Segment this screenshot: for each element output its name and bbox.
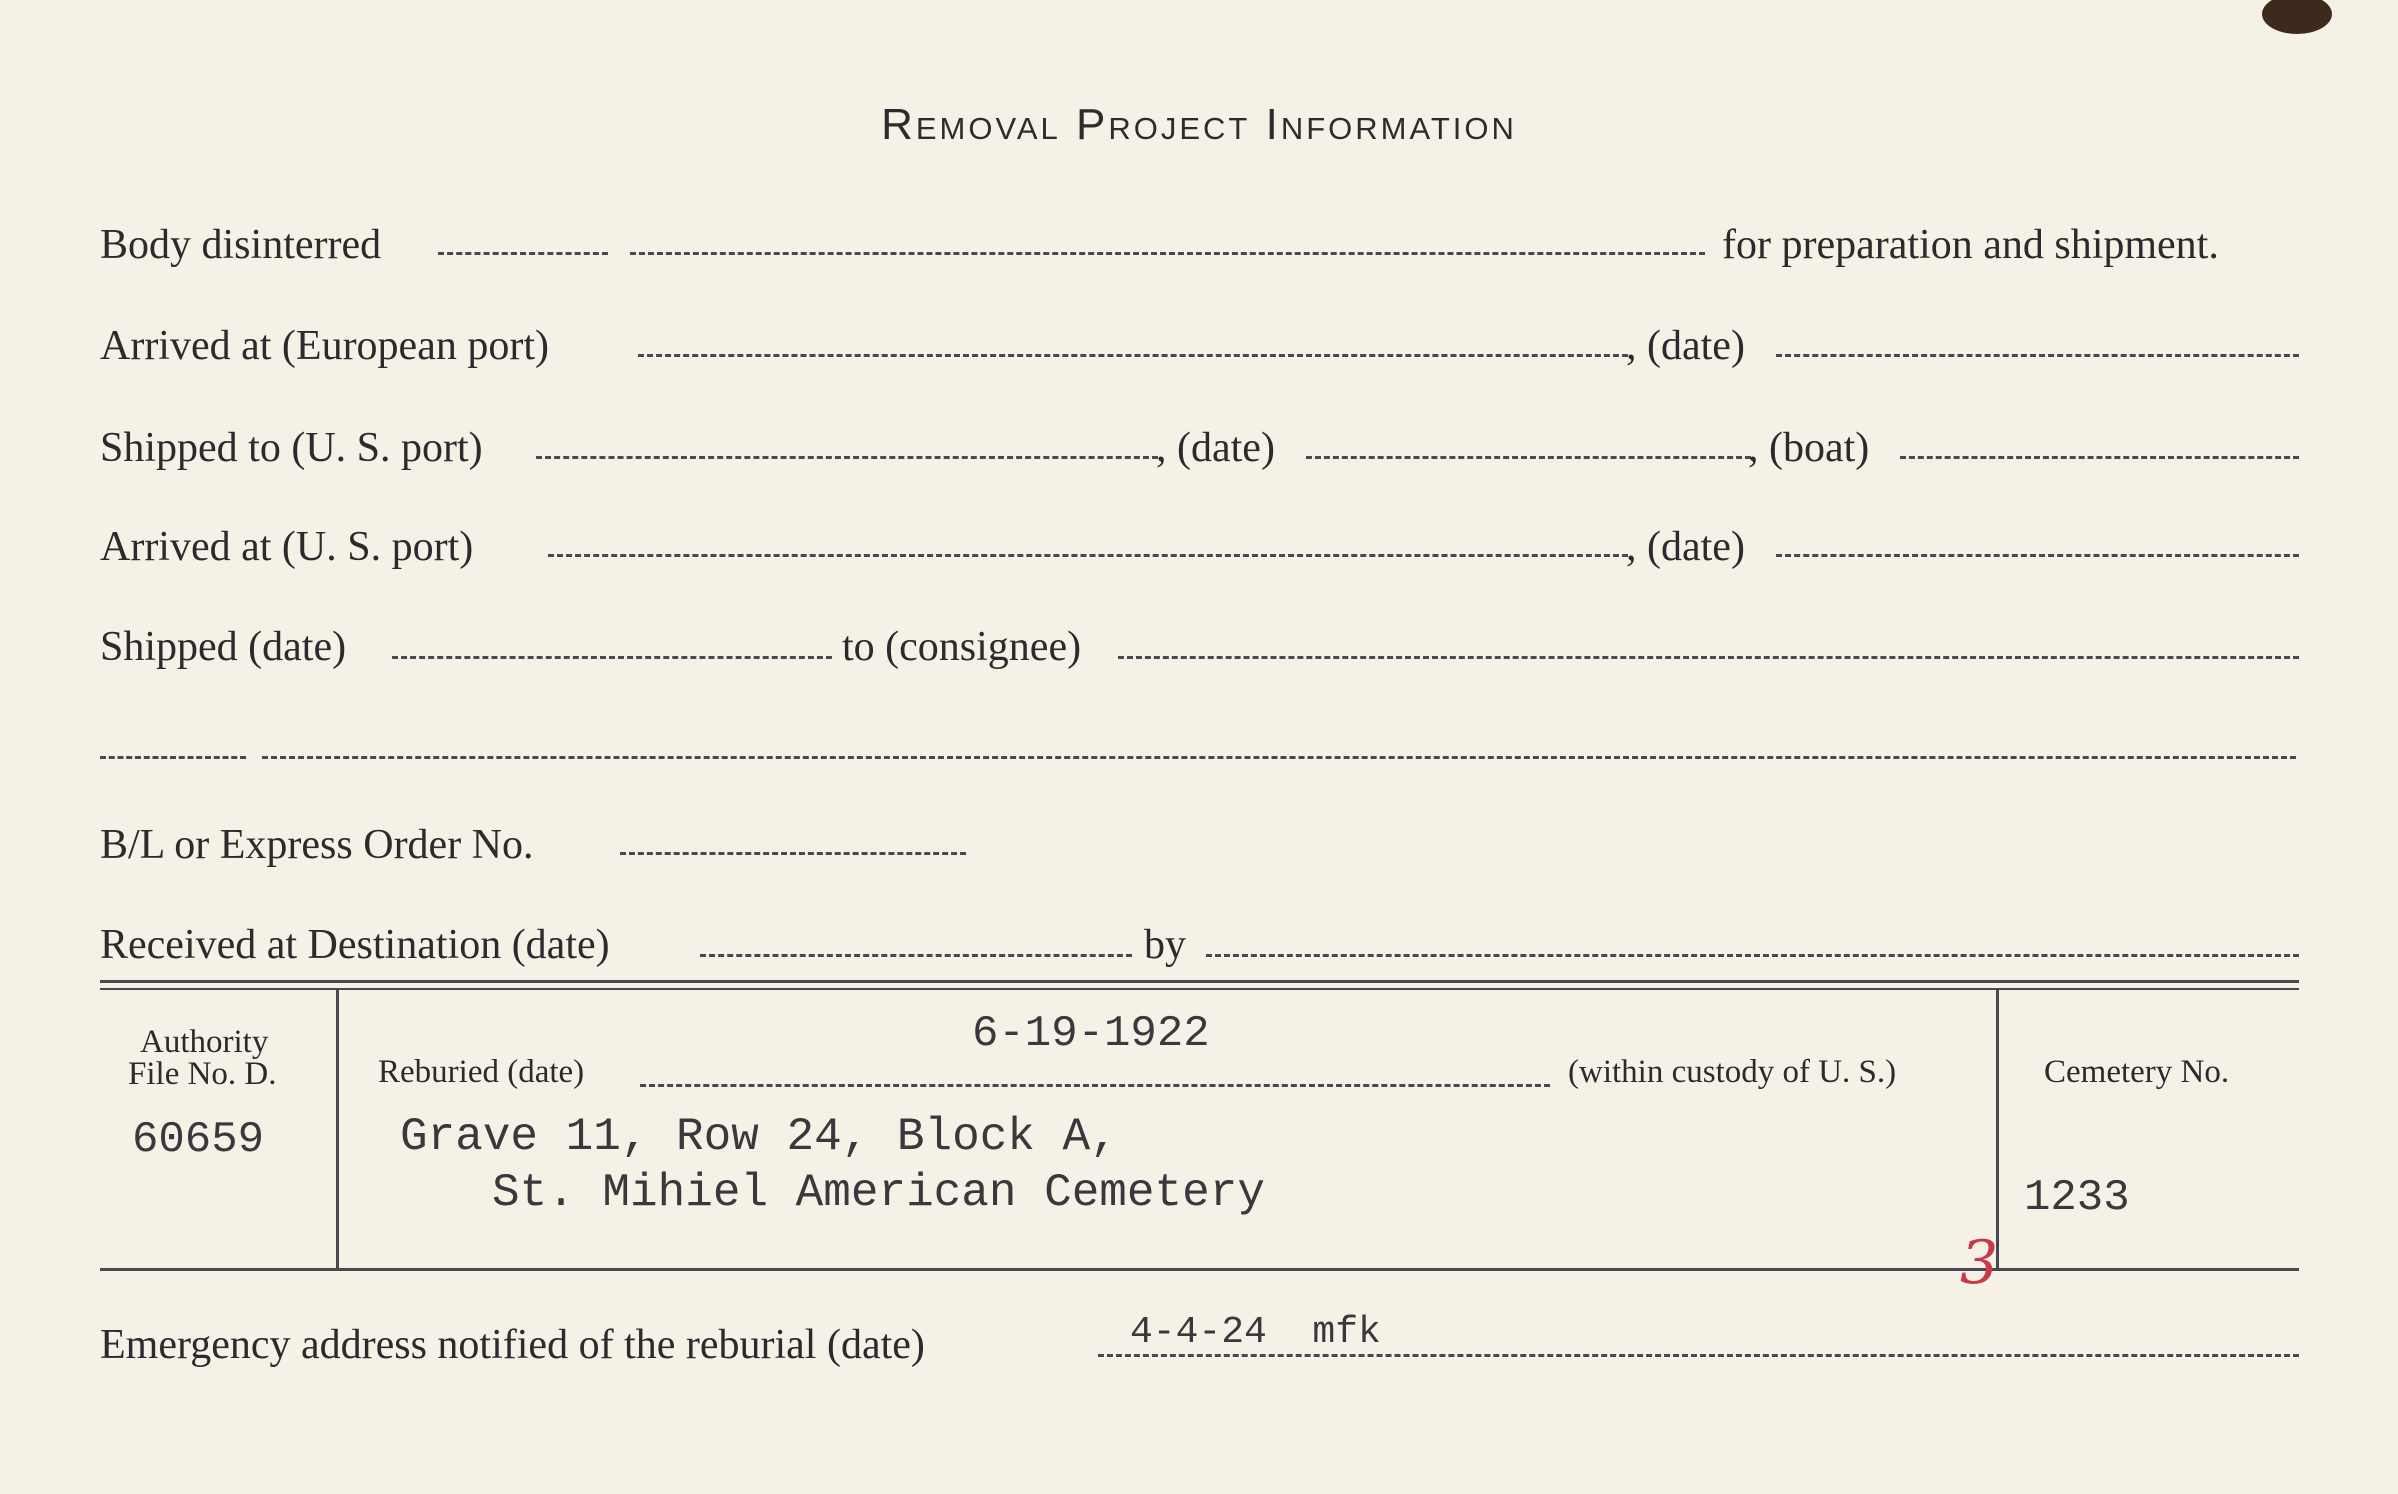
shipped-row-date-blank xyxy=(392,656,832,659)
us-arrival-date-blank xyxy=(1776,554,2299,557)
shipped-date-row-label: Shipped (date) xyxy=(100,624,347,670)
disinterred-blank-1 xyxy=(438,252,608,255)
ink-blot xyxy=(2262,0,2332,34)
us-port-blank xyxy=(536,456,1158,459)
shipped-date-blank xyxy=(1306,456,1751,459)
body-disinterred-label: Body disinterred xyxy=(100,222,382,268)
shipped-date-label: , (date) xyxy=(1156,425,1275,471)
received-label: Received at Destination (date) xyxy=(100,922,610,968)
for-preparation-label: for preparation and shipment. xyxy=(1722,222,2219,268)
boat-label: , (boat) xyxy=(1748,425,1870,471)
grave-location-line-2: St. Mihiel American Cemetery xyxy=(492,1167,1265,1219)
bl-order-label: B/L or Express Order No. xyxy=(100,822,534,868)
grave-location-line-1: Grave 11, Row 24, Block A, xyxy=(400,1111,1118,1163)
authority-label: Authority xyxy=(140,1024,269,1060)
reburied-label: Reburied (date) xyxy=(378,1054,585,1090)
reburied-date-blank xyxy=(640,1084,1550,1087)
european-date-blank xyxy=(1776,354,2299,357)
card-title: Removal Project Information xyxy=(881,100,1517,149)
box-divider-right xyxy=(1996,990,1999,1268)
extra-line-blank-2 xyxy=(262,756,2296,759)
to-consignee-label: to (consignee) xyxy=(842,624,1082,670)
box-top-rule-2 xyxy=(100,988,2299,990)
consignee-blank xyxy=(1118,656,2299,659)
received-by-blank xyxy=(1206,954,2299,957)
arrived-european-label: Arrived at (European port) xyxy=(100,323,549,369)
european-date-label: , (date) xyxy=(1626,323,1745,369)
box-top-rule xyxy=(100,980,2299,983)
file-no-label: File No. D. xyxy=(128,1056,277,1092)
reburied-date-value: 6-19-1922 xyxy=(972,1009,1210,1059)
boat-blank xyxy=(1900,456,2299,459)
emergency-date-blank xyxy=(1098,1354,2299,1357)
notified-date-value: 4-4-24 mfk xyxy=(1130,1311,1381,1354)
bl-order-blank xyxy=(620,852,966,855)
european-port-blank xyxy=(638,354,1628,357)
cemetery-no-label: Cemetery No. xyxy=(2044,1054,2230,1090)
extra-line-blank-1 xyxy=(100,756,246,759)
file-number: 60659 xyxy=(132,1115,265,1165)
us-arrival-date-label: , (date) xyxy=(1626,524,1745,570)
cemetery-number: 1233 xyxy=(2024,1173,2130,1223)
box-divider-left xyxy=(336,990,339,1268)
received-date-blank xyxy=(700,954,1132,957)
by-label: by xyxy=(1144,922,1186,968)
shipped-to-us-label: Shipped to (U. S. port) xyxy=(100,425,483,471)
within-custody-label: (within custody of U. S.) xyxy=(1568,1054,1897,1090)
us-arrival-blank xyxy=(548,554,1628,557)
arrived-us-label: Arrived at (U. S. port) xyxy=(100,524,474,570)
emergency-label: Emergency address notified of the reburial (date) xyxy=(100,1322,925,1368)
disinterred-blank-2 xyxy=(630,252,1705,255)
red-pencil-mark: 3 xyxy=(1960,1228,1999,1298)
